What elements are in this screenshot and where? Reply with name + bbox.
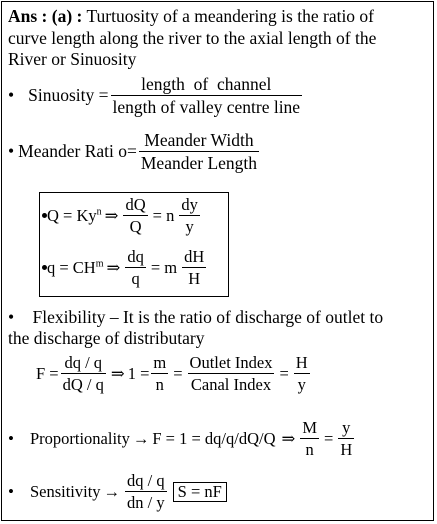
fraction: $\frac{dH}{H}$ [184,247,205,289]
sinuosity-numerator: length of channel [141,74,272,94]
proportionality-label: Proportionality [29,428,130,448]
eq-lhs: $Q = Ky^n$ [47,205,102,225]
flexibility-formula [36,354,312,394]
sensitivity-formula [8,472,227,512]
equals: = [279,363,289,383]
intro-line-2: curve length along the river to the axial length of the [8,28,377,48]
proportionality-formula [8,419,356,459]
flexibility-line-1 [8,309,383,327]
fraction: $\frac{dq / q}{dn / y}$ [127,471,165,513]
flex-mid: 1 = [127,363,150,383]
flex-lhs: F = [36,363,59,383]
flexibility-line-2: the discharge of distributary [8,328,205,348]
right-arrow-icon: → [103,481,121,501]
meander-ratio-label: Meander Rati o= [18,141,137,162]
implies-symbol: ⇒ [104,205,119,225]
fraction: $\frac{m}{n}$ [153,353,167,395]
implies-symbol: ⇒ [110,363,125,383]
eq-lhs: $q = CH^m$ [47,257,104,277]
bullet: • [8,141,15,162]
sinuosity-denominator: length of valley centre line [112,97,301,118]
sinuosity-label: Sinuosity = [28,85,109,106]
bullet: • [8,429,14,449]
meander-ratio-denominator: Meander Length [140,153,258,174]
fraction: $\frac{dq / q}{dQ / q}$ [62,353,104,395]
right-arrow-icon: → [132,428,150,448]
intro-line-1-text: Turtuosity of a meandering is the ratio of [86,6,375,26]
answer-label: Ans : (a) : [8,6,83,26]
sinuosity-formula [8,75,304,117]
outlet-head-relation [42,248,208,288]
proportionality-expr: F = 1 = dq/q/dQ/Q [152,428,276,448]
equals: = [324,428,334,448]
fraction: $\frac{dQ}{Q}$ [125,195,146,237]
bullet: • [8,307,15,327]
implies-symbol: ⇒ [281,428,296,448]
meander-ratio-numerator: Meander Width [144,130,254,150]
bullet: • [8,85,15,106]
bullet: • [8,482,14,502]
intro-line-3: River or Sinuosity [8,49,137,69]
discharge-depth-relation [42,196,202,236]
fraction: $\frac{\text{Outlet Index}}{\text{Canal Index}}$ [189,353,273,395]
intro-line-1 [8,8,374,26]
flexibility-text-1: Flexibility – It is the ratio of discharge of outlet to [32,307,384,327]
sensitivity-result-box: S = nF [173,482,227,503]
fraction: $\frac{M}{n}$ [302,418,317,460]
equals-n: = n [152,205,175,225]
implies-symbol: ⇒ [106,257,121,277]
equals: = [173,363,183,383]
fraction: $\frac{y}{H}$ [340,418,353,460]
sinuosity-fraction [111,75,303,117]
fraction: $\frac{dy}{y}$ [181,195,198,237]
fraction: $\frac{dq}{q}$ [127,247,144,289]
equals-m: = m [150,257,178,277]
fraction: $\frac{H}{y}$ [295,353,308,395]
meander-ratio-fraction [139,131,259,173]
sensitivity-label: Sensitivity [29,481,101,501]
meander-ratio-formula [8,131,261,173]
